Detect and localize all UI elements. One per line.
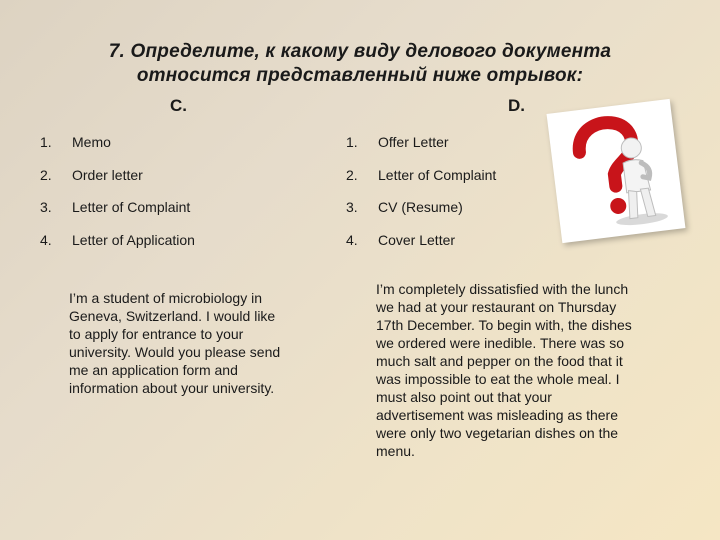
option-item[interactable]: 2. Order letter [40, 166, 143, 183]
option-item[interactable]: 3. Letter of Complaint [40, 199, 191, 215]
column-c-options [40, 134, 330, 264]
option-item[interactable]: 1. Memo [40, 134, 111, 150]
option-item[interactable]: 4. Cover Letter [346, 231, 456, 248]
option-item[interactable]: 2. Letter of Complaint [346, 166, 497, 183]
title-line-1: 7. Определите, к какому виду делового документа [108, 41, 612, 62]
question-mark-person-icon [547, 99, 686, 243]
option-item[interactable]: 1. Offer Letter [346, 134, 449, 150]
column-d-passage: I’m completely dissatisfied with the lunch we had at your restaurant on Thursday 17th December. To begin with, the dishes we ordered were inedible. There was so much salt and pepper on the food that it was impossible to eat the whole meal. I must also point out that your advertisement was misleading as there were only two vegetarian dishes on the menu. [376, 281, 632, 459]
column-c-header: C. [170, 96, 187, 115]
question-title [0, 40, 720, 88]
column-d-options [346, 134, 546, 264]
option-item[interactable]: 3. CV (Resume) [346, 199, 463, 215]
title-line-2: относится представленный ниже отрывок: [136, 65, 584, 86]
column-d-header: D. [508, 96, 525, 115]
option-item[interactable]: 4. Letter of Application [40, 231, 195, 248]
column-c-passage: I’m a student of microbiology in Geneva, Switzerland. I would like to apply for entrance to your university. Would you please send me an application form and information about your university. [69, 290, 281, 396]
